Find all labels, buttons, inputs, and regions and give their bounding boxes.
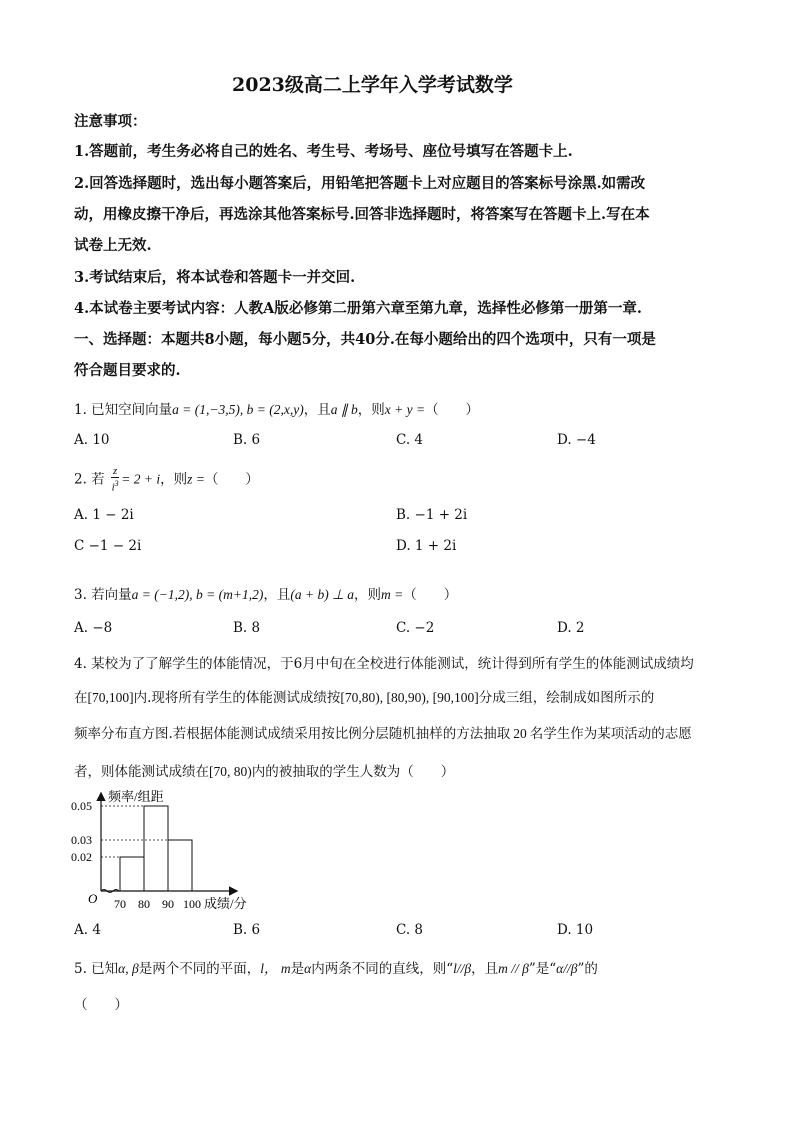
x-tick-label: 70 [114,897,126,911]
notice-item-2c: 试卷上无效. [74,237,152,254]
q3-ask: m = [380,587,404,602]
question-4-line-2: 在[70,100]内.现将所有学生的体能测试成绩按[70,80), [80,90), [90,100]分成三组，绘制成如图所示的 [74,690,655,706]
q2-option-d[interactable]: D. 1 + 2i [396,538,457,554]
section-heading-1: 一、选择题：本题共8小题，每小题5分，共40分.在每小题给出的四个选项中，只有一项是 [74,331,656,348]
q3-condition: (a + b) ⊥ a [290,587,354,602]
frequency-histogram [70,786,270,916]
q5-blank: （ ） [74,997,128,1013]
q1-option-b[interactable]: B. 6 [233,432,261,448]
q5-cond-2: m // β [498,961,529,976]
q2-pre: 2. 若 [74,471,105,488]
q3-option-a[interactable]: A. −8 [74,620,113,636]
notice-item-2b: 动，用橡皮擦干净后，再选涂其他答案标号.回答非选择题时，将答案写在答题卡上.写在本 [74,206,650,223]
q3-vectors: a = (−1,2), b = (m+1,2) [131,587,264,602]
q5-alpha: α [304,961,312,976]
y-tick-label: 0.03 [71,833,92,847]
q3-option-c[interactable]: C. −2 [396,620,435,636]
q4-intervals: [70,80), [80,90), [90,100] [340,690,479,705]
q5-lines: l， m [260,961,291,976]
y-tick-label: 0.02 [71,850,92,864]
x-axis-label: 成绩/分 [204,896,247,911]
q1-option-d[interactable]: D. −4 [557,432,596,448]
q4-option-c[interactable]: C. 8 [396,922,424,938]
question-4-line-1: 4. 某校为了了解学生的体能情况，于6月中旬在全校进行体能测试，统计得到所有学生的体能测试成绩均 [74,656,694,672]
q2-option-c[interactable]: C −1 − 2i [74,538,142,554]
q2-fraction [111,466,119,494]
q3-blank: （ ） [403,587,458,603]
question-2-stem [74,466,259,494]
q2-post: ，则 [160,471,188,488]
q2-ask: z = [187,471,205,487]
q1-mid: ，且 [303,402,331,418]
q4-range: [70,100] [87,690,134,705]
q1-option-c[interactable]: C. 4 [396,432,424,448]
q1-post: ，则 [357,402,385,418]
question-4-line-3: 频率分布直方图.若根据体能测试成绩采用按比例分层随机抽样的方法抽取 20 名学生作为某项活动的志愿 [74,726,692,742]
q1-ask: x + y = [384,402,426,417]
q2-frac-den: $i^3$ [111,479,119,494]
q5-cond-3: α//β [556,961,578,976]
y-axis-label: 频率/组距 [108,789,164,804]
q4-sample-size: 20 [513,726,527,741]
q3-post: ，则 [353,587,381,603]
notice-item-3: 3.考试结束后，将本试卷和答题卡一并交回. [74,269,356,286]
question-5-stem: 5. 已知α, β是两个不同的平面，l， m是α内两条不同的直线，则“l//β，且m // β”是“α//β”的 [74,961,598,977]
q2-option-b[interactable]: B. −1 + 2i [396,507,468,523]
x-tick-label: 90 [162,897,174,911]
notice-item-1: 1.答题前，考生务必将自己的姓名、考生号、考场号、座位号填写在答题卡上. [74,143,573,160]
q2-blank: （ ） [204,471,259,488]
q4-interval: [70, 80) [209,764,252,779]
q2-frac-exp: 3 [114,479,119,488]
origin-label: O [88,891,98,906]
histogram-bar [120,857,144,891]
q2-eq: = 2 + i [121,471,161,487]
q1-vectors: a = (1,−3,5), b = (2,x,y) [172,402,304,417]
x-tick-label: 80 [138,897,150,911]
q3-pre: 3. 若向量 [74,587,132,603]
q1-blank: （ ） [425,402,480,418]
q3-option-d[interactable]: D. 2 [557,620,585,636]
page-title: 2023级高二上学年入学考试数学 [232,74,513,96]
notice-item-2a: 2.回答选择题时，选出每小题答案后，用铅笔把答题卡上对应题目的答案标号涂黑.如需改 [74,175,646,192]
question-3-stem [74,583,457,603]
q4-option-a[interactable]: A. 4 [74,922,101,938]
q3-mid: ，且 [263,587,291,603]
notice-item-4: 4.本试卷主要考试内容：人教A版必修第二册第六章至第九章，选择性必修第一册第一章. [74,300,642,317]
q2-frac-num: z [112,465,118,477]
q5-planes: α, β [118,961,139,976]
section-heading-2: 符合题目要求的. [74,362,181,379]
histogram-bar [144,806,168,891]
x-tick-label: 100 [183,897,201,911]
q3-option-b[interactable]: B. 8 [233,620,261,636]
histogram-bar [168,840,192,891]
q1-condition: a ∥ b [330,402,358,417]
notice-heading: 注意事项： [74,113,147,130]
question-1-stem [74,398,479,418]
y-tick-label: 0.05 [71,799,92,813]
q4-option-b[interactable]: B. 6 [233,922,261,938]
q1-pre: 1. 已知空间向量 [74,402,173,418]
question-4-line-4: 者，则体能测试成绩在[70, 80)内的被抽取的学生人数为（ ） [74,764,455,780]
q2-option-a[interactable]: A. 1 − 2i [74,507,134,523]
q4-option-d[interactable]: D. 10 [557,922,594,938]
q5-cond-1: l//β [453,961,472,976]
q1-option-a[interactable]: A. 10 [74,432,110,448]
